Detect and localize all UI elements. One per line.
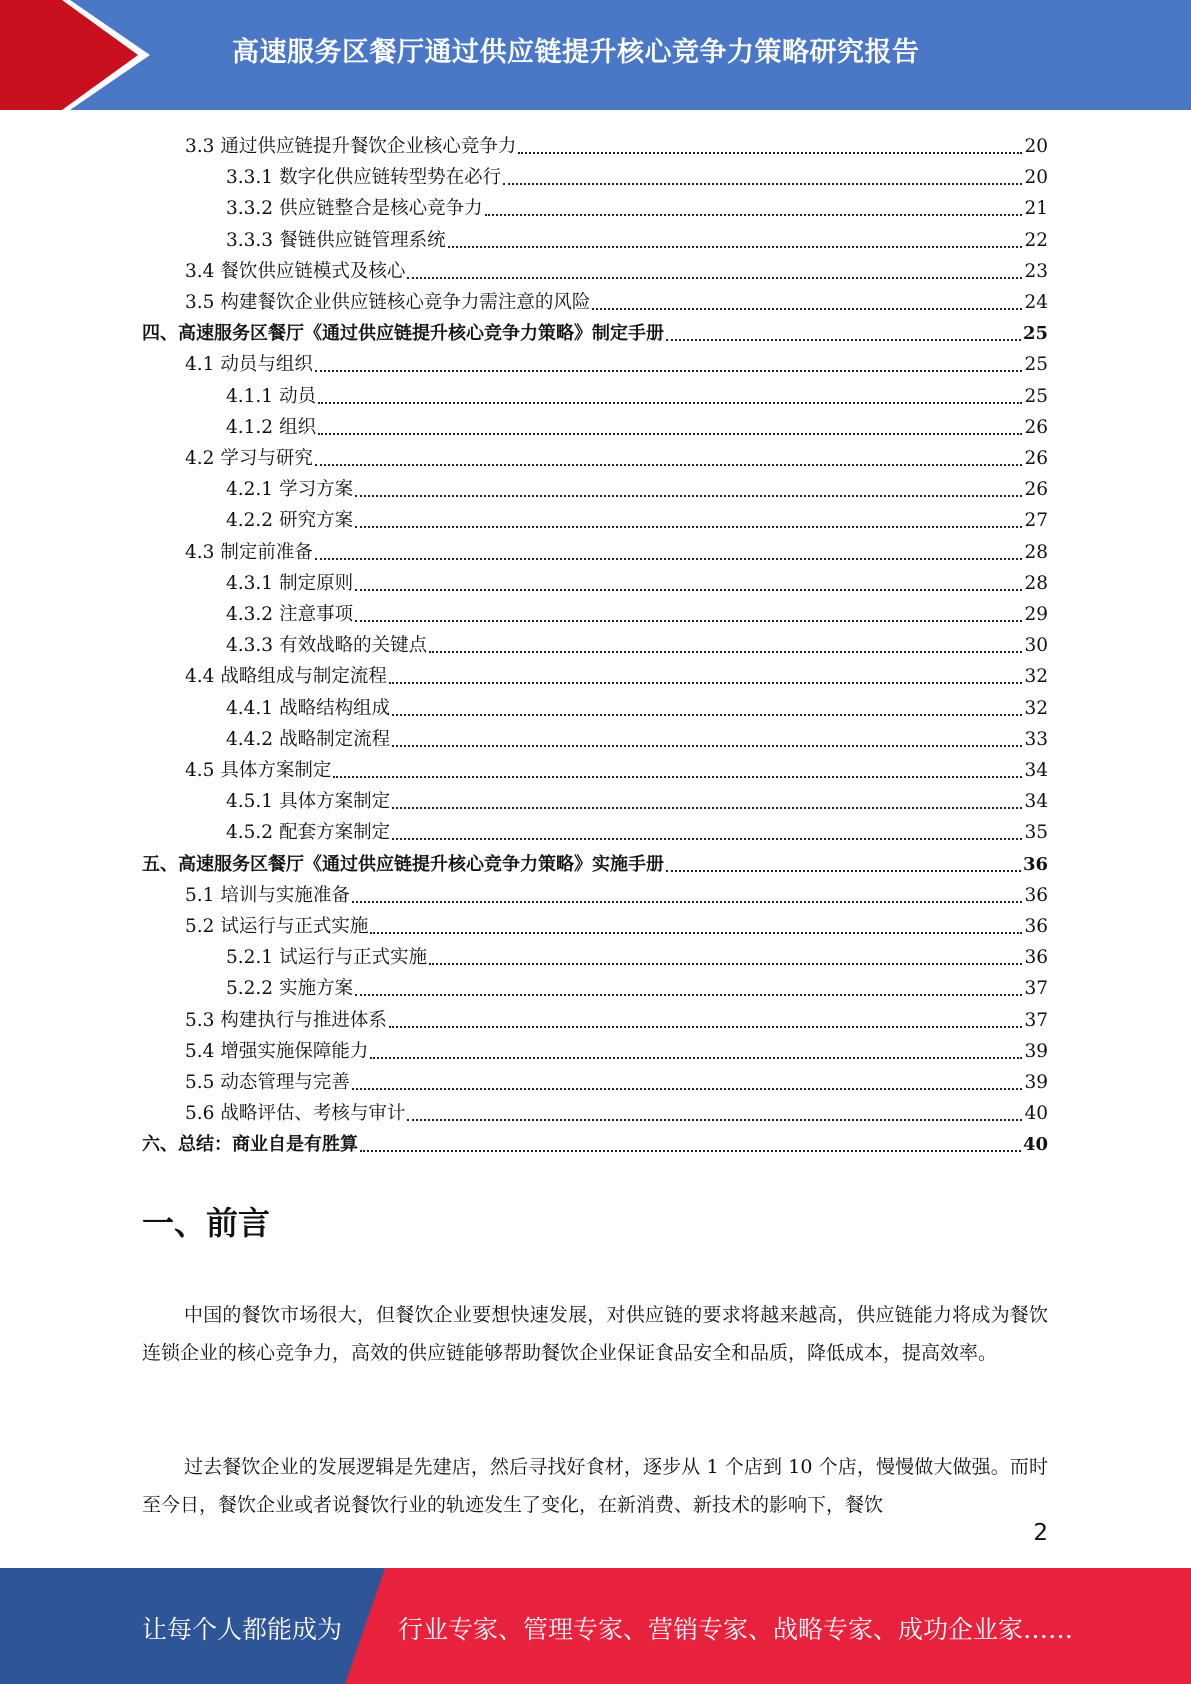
toc-entry-number: 4.5 [185,760,215,781]
footer-slogan: 让每个人都能成为 [142,1615,343,1644]
toc-entry-number: 3.3.1 [226,167,274,189]
toc-entry[interactable] [185,128,1048,159]
toc-dot-leader [666,339,1021,341]
toc-entry-page: 24 [1024,292,1048,313]
toc-dot-leader [485,214,1023,216]
toc-entry-number: 4.3 [185,541,215,563]
toc-dot-leader [503,183,1022,185]
toc-entry-number: 3.3.2 [226,198,274,220]
toc-entry-title: 战略制定流程 [279,728,391,750]
toc-entry-page: 35 [1024,822,1048,844]
toc-entry-title: 动员与组织 [220,354,313,376]
toc-entry-title: 构建执行与推进体系 [220,1009,387,1031]
toc-entry-title: 构建餐饮企业供应链核心竞争力需注意的风险 [220,292,591,313]
toc-entry[interactable] [142,846,1048,877]
toc-entry[interactable] [226,409,1048,440]
toc-dot-leader [392,714,1022,716]
toc-dot-leader [318,433,1022,435]
toc-entry[interactable] [185,346,1048,377]
toc-entry-title: 培训与实施准备 [220,884,350,906]
toc-entry-title: 供应链整合是核心竞争力 [279,198,483,220]
toc-entry-page: 30 [1024,635,1048,657]
toc-entry-number: 5.5 [185,1072,215,1093]
toc-entry[interactable] [185,284,1048,315]
toc-entry-title: 增强实施保障能力 [220,1040,369,1062]
toc-entry-page: 26 [1024,416,1048,438]
toc-entry-number: 4.1.1 [226,385,274,407]
toc-entry-page: 25 [1022,323,1048,345]
toc-entry[interactable] [185,1064,1048,1095]
toc-entry-page: 28 [1024,572,1048,594]
toc-entry-number: 4.2 [185,448,215,469]
toc-entry[interactable] [226,690,1048,721]
page-footer [0,1568,1191,1684]
toc-entry-page: 34 [1024,760,1048,781]
toc-entry[interactable] [185,534,1048,565]
toc-entry-number: 4.1 [185,354,215,376]
toc-entry[interactable] [226,502,1048,533]
toc-entry-title: 动员 [279,385,317,407]
toc-entry-number: 4.1.2 [226,416,274,438]
toc-entry-page: 37 [1024,1009,1048,1031]
toc-dot-leader [407,277,1022,279]
toc-entry[interactable] [185,1033,1048,1064]
toc-entry-title: 注意事项 [279,604,354,625]
toc-entry-page: 23 [1024,260,1048,282]
toc-dot-leader [318,402,1022,404]
toc-entry-page: 32 [1024,666,1048,688]
toc-entry-number: 4.2.2 [226,510,274,532]
toc-dot-leader [315,370,1023,372]
toc-dot-leader [355,526,1022,528]
toc-entry-page: 29 [1024,604,1048,625]
toc-dot-leader [355,994,1022,996]
toc-entry-title: 动态管理与完善 [220,1072,350,1093]
toc-entry-page: 32 [1024,697,1048,719]
toc-entry-number: 3.3 [185,136,215,157]
toc-entry-title: 试运行与正式实施 [279,947,428,969]
toc-entry[interactable] [226,970,1048,1001]
toc-entry-page: 25 [1024,354,1048,376]
toc-entry-title: 高速服务区餐厅《通过供应链提升核心竞争力策略》实施手册 [178,853,664,875]
paragraph: 中国的餐饮市场很大，但餐饮企业要想快速发展，对供应链的要求将越来越高，供应链能力将成为餐饮连锁企业的核心竞争力，高效的供应链能够帮助餐饮企业保证食品安全和品质，降低成本，提高效率。 [142,1304,1048,1364]
toc-dot-leader [370,1057,1022,1059]
toc-entry-page: 26 [1024,448,1048,469]
toc-entry-number: 5.4 [185,1040,215,1062]
toc-entry[interactable] [226,783,1048,814]
toc-entry[interactable] [226,565,1048,596]
toc-entry[interactable] [226,721,1048,752]
toc-entry-page: 27 [1024,510,1048,532]
toc-entry-title: 餐链供应链管理系统 [279,229,446,251]
toc-dot-leader [355,495,1022,497]
toc-dot-leader [315,558,1023,560]
toc-dot-leader [429,651,1022,653]
toc-entry[interactable] [226,378,1048,409]
toc-entry-title: 战略评估、考核与审计 [220,1103,406,1125]
toc-dot-leader [448,246,1023,248]
toc-entry[interactable] [226,596,1048,627]
toc-entry-number: 4.4 [185,666,215,688]
toc-entry[interactable] [226,471,1048,502]
header-arrow-decoration [0,0,160,110]
toc-entry-page: 36 [1022,853,1048,875]
toc-dot-leader [666,870,1021,872]
toc-entry-number: 4.5.1 [226,791,274,813]
toc-entry-title: 餐饮供应链模式及核心 [220,260,406,282]
section-heading: 一、前言 [142,1204,271,1242]
toc-entry[interactable] [226,159,1048,190]
toc-entry-number: 4.2.1 [226,479,274,501]
toc-entry-page: 22 [1024,229,1048,251]
toc-entry-page: 37 [1024,978,1048,1000]
report-title: 高速服务区餐厅通过供应链提升核心竞争力策略研究报告 [232,37,920,68]
toc-entry-title: 组织 [279,416,317,438]
toc-entry-title: 数字化供应链转型势在必行 [279,167,502,189]
toc-entry-page: 26 [1024,479,1048,501]
toc-entry[interactable] [185,908,1048,939]
toc-entry-page: 40 [1024,1103,1048,1125]
toc-entry-number: 4.5.2 [226,822,274,844]
toc-entry[interactable] [185,1095,1048,1126]
toc-entry-number: 5.2.1 [226,947,274,969]
toc-entry-number: 4.3.3 [226,635,274,657]
toc-entry-page: 36 [1024,884,1048,906]
toc-entry[interactable] [185,752,1048,783]
toc-entry[interactable] [185,877,1048,908]
toc-dot-leader [592,308,1022,310]
toc-entry-page: 36 [1024,947,1048,969]
toc-entry[interactable] [185,253,1048,284]
toc-dot-leader [352,901,1023,903]
toc-entry[interactable] [226,814,1048,845]
toc-dot-leader [370,932,1022,934]
toc-dot-leader [333,776,1022,778]
toc-entry-page: 33 [1024,728,1048,750]
toc-entry-page: 40 [1022,1134,1048,1156]
toc-entry-number: 4.3.2 [226,604,274,625]
toc-entry[interactable] [185,1002,1048,1033]
toc-dot-leader [429,963,1022,965]
toc-entry[interactable] [142,1126,1048,1157]
toc-entry[interactable] [185,658,1048,689]
toc-entry-page: 39 [1024,1040,1048,1062]
toc-entry[interactable] [185,440,1048,471]
toc-entry-number: 六、 [142,1134,178,1156]
toc-entry-number: 5.3 [185,1009,215,1031]
toc-dot-leader [360,1150,1021,1152]
toc-dot-leader [407,1119,1022,1121]
toc-entry-page: 39 [1024,1072,1048,1093]
toc-entry-page: 21 [1024,198,1048,220]
toc-entry[interactable] [226,939,1048,970]
footer-roles: 行业专家、管理专家、营销专家、战略专家、成功企业家…… [398,1615,1074,1644]
toc-entry-title: 战略组成与制定流程 [220,666,387,688]
toc-dot-leader [389,1026,1023,1028]
toc-entry-number: 四、 [142,323,178,345]
toc-entry-number: 5.2 [185,916,215,937]
toc-entry-title: 制定前准备 [220,541,313,563]
toc-dot-leader [392,838,1022,840]
toc-entry-page: 28 [1024,541,1048,563]
toc-dot-leader [355,589,1022,591]
toc-entry-title: 学习与研究 [220,448,313,469]
toc-entry-title: 制定原则 [279,572,354,594]
toc-entry-number: 五、 [142,853,178,875]
toc-entry-number: 3.4 [185,260,215,282]
toc-entry-number: 4.3.1 [226,572,274,594]
toc-entry[interactable] [142,315,1048,346]
toc-entry-page: 36 [1024,916,1048,937]
page-header [0,0,1191,110]
toc-dot-leader [392,745,1022,747]
page-number: 2 [1033,1520,1048,1546]
toc-entry-title: 高速服务区餐厅《通过供应链提升核心竞争力策略》制定手册 [178,323,664,345]
toc-dot-leader [315,464,1023,466]
toc-dot-leader [389,682,1023,684]
paragraph: 过去餐饮企业的发展逻辑是先建店，然后寻找好食材，逐步从 1 个店到 10 个店，慢慢做大做强。而时至今日，餐饮企业或者说餐饮行业的轨迹发生了变化，在新消费、新技术的影响下，餐饮 [142,1456,1048,1516]
toc-entry-page: 20 [1024,136,1048,157]
toc-entry[interactable] [226,222,1048,253]
toc-entry-title: 实施方案 [279,978,354,1000]
toc-entry-title: 战略结构组成 [279,697,391,719]
toc-entry[interactable] [226,627,1048,658]
toc-entry-title: 通过供应链提升餐饮企业核心竞争力 [220,136,517,157]
toc-entry-title: 有效战略的关键点 [279,635,428,657]
toc-entry-title: 试运行与正式实施 [220,916,369,937]
toc-entry-title: 具体方案制定 [220,760,332,781]
toc-entry-page: 34 [1024,791,1048,813]
toc-entry-title: 总结：商业自是有胜算 [178,1134,358,1156]
toc-entry-number: 4.4.1 [226,697,274,719]
toc-entry-title: 配套方案制定 [279,822,391,844]
toc-entry-number: 4.4.2 [226,728,274,750]
toc-dot-leader [518,152,1022,154]
toc-entry-number: 5.1 [185,884,215,906]
toc-entry-title: 研究方案 [279,510,354,532]
toc-dot-leader [352,1088,1023,1090]
toc-entry-title: 学习方案 [279,479,354,501]
toc-entry[interactable] [226,190,1048,221]
toc-entry-number: 5.2.2 [226,978,274,1000]
toc-entry-title: 具体方案制定 [279,791,391,813]
toc-entry-number: 3.5 [185,292,215,313]
toc-dot-leader [392,807,1022,809]
toc-entry-number: 3.3.3 [226,229,274,251]
toc-entry-page: 25 [1024,385,1048,407]
toc-dot-leader [355,620,1022,622]
toc-entry-number: 5.6 [185,1103,215,1125]
toc-entry-page: 20 [1024,167,1048,189]
